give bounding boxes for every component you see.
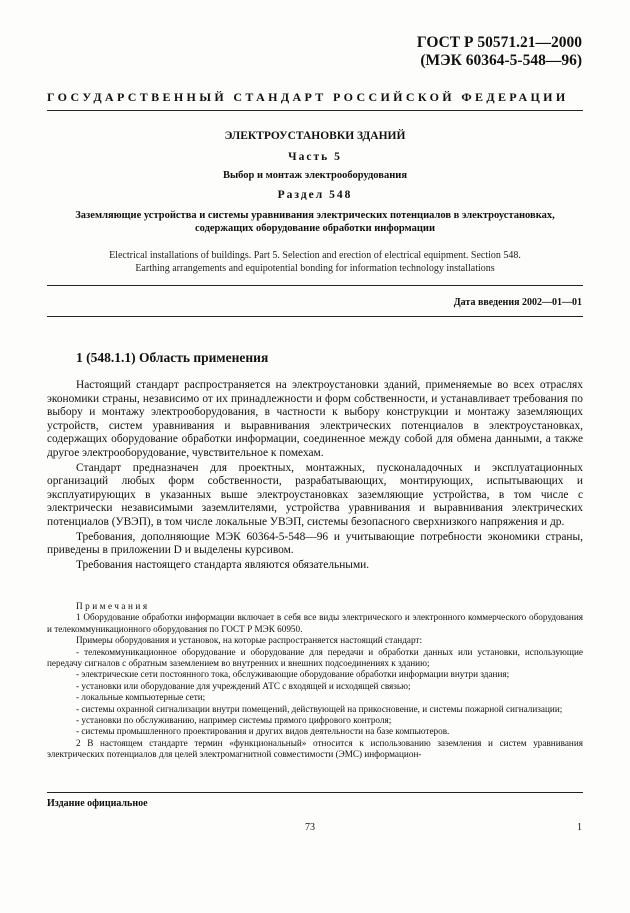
- notes-block: [47, 601, 583, 761]
- notes-title: Примечания: [76, 601, 150, 611]
- note-item: - локальные компьютерные сети;: [76, 692, 206, 703]
- english-title-line: Electrical installations of buildings. Part 5. Selection and erection of electrical equipment. Section 548.: [109, 250, 521, 261]
- note-item: - электрические сети постоянного тока, обслуживающие оборудование обработки информации внутри здания;: [76, 669, 510, 680]
- iec-number: (МЭК 60364-5-548—96): [420, 52, 582, 69]
- standard-title: ЭЛЕКТРОУСТАНОВКИ ЗДАНИЙ: [224, 130, 406, 142]
- edition-label: Издание официальное: [47, 798, 148, 809]
- note-item: 2 В настоящем стандарте термин «функциональный» относится к использованию заземления и систем уравнивания электрических потенциалов для целей электромагнитной совместимости (ЭМС) информацион-: [47, 737, 583, 760]
- footer-rule: [47, 792, 583, 793]
- description-line: содержащих оборудование обработки информации: [194, 223, 436, 234]
- title-rule: [47, 285, 583, 286]
- gost-number: ГОСТ Р 50571.21—2000: [416, 34, 582, 51]
- sheet-number: 1: [577, 822, 582, 833]
- date-rule: [47, 316, 583, 317]
- note-item: - установки по обслуживанию, например системы прямого цифрового контроля;: [76, 715, 392, 726]
- gost-code-block: [417, 34, 582, 70]
- header-rule: [47, 110, 583, 111]
- note-item: 1 Оборудование обработки информации включает в себя все виды электрического и электронного коммерческого оборудования и телекоммуникационного оборудования по ГОСТ Р МЭК 60950.: [47, 612, 583, 634]
- note-item: - системы промышленного проектирования и других видов деятельности на базе компьютеров.: [76, 726, 450, 737]
- english-title: [47, 249, 583, 275]
- body-paragraph: Настоящий стандарт распространяется на электроустановки зданий, применяемые во всех отраслях экономики страны, независимо от их принадлежности и форм собственности, и устанавливает требования по выбору и монтажу электрооборудования, в частности к выбору конструкции и монтажу заземляющих устройств, систем уравнивания и выравнивания электрических потенциалов в электроустановках, содержащих оборудование обработки информации, соединенное между собой для обмена данными, а также другое электрооборудование, чувствительное к помехам.: [47, 379, 583, 459]
- state-standard-title: ГОСУДАРСТВЕННЫЙ СТАНДАРТ РОССИЙСКОЙ ФЕДЕРАЦИИ: [47, 90, 569, 104]
- note-item: Примеры оборудования и установок, на которые распространяется настоящий стандарт:: [76, 635, 423, 646]
- part-subtitle: Выбор и монтаж электрооборудования: [222, 170, 408, 181]
- section-label: Раздел 548: [277, 189, 353, 201]
- body-paragraph: Требования, дополняющие МЭК 60364-5-548—96 и учитывающие потребности экономики страны, приведены в приложении D и выделены курсивом.: [47, 530, 583, 557]
- section-description: [47, 209, 583, 235]
- note-item: - системы охранной сигнализации внутри помещений, действующей на прикосновение, и системы пожарной сигнализации;: [76, 703, 563, 714]
- section-body: [47, 379, 583, 573]
- body-paragraph: Требования настоящего стандарта являются обязательными.: [76, 558, 370, 571]
- page-number: 73: [305, 822, 315, 833]
- section-heading: 1 (548.1.1) Область применения: [76, 350, 269, 365]
- part-label: Часть 5: [288, 151, 342, 163]
- note-item: - установки или оборудование для учреждений АТС с входящей и исходящей связью;: [76, 680, 411, 691]
- english-title-line: Earthing arrangements and equipotential bonding for information technology installations: [135, 263, 495, 274]
- description-line: Заземляющие устройства и системы уравнивания электрических потенциалов в электроустановках,: [75, 210, 555, 221]
- note-item: - телекоммуникационное оборудование и оборудование для передачи и обработки данных или установки, использующие передачу сигналов с обратным заземлением во внутренних и внешних подсоединениях к зданию;: [47, 646, 583, 669]
- body-paragraph: Стандарт предназначен для проектных, монтажных, пусконаладочных и эксплуатационных организаций любых форм собственности, разрабатывающих, монтирующих, испытывающих и эксплуатирующих в указанных выше электроустановках заземляющие устройства, в том числе с электрически независимыми заземлителями, устройства уравнивания и выравнивания электрических потенциалов (УВЭП), в том числе локальные УВЭП, системы безопасного сверхнизкого напряжения и др.: [47, 461, 583, 528]
- intro-date: Дата введения 2002—01—01: [453, 297, 582, 308]
